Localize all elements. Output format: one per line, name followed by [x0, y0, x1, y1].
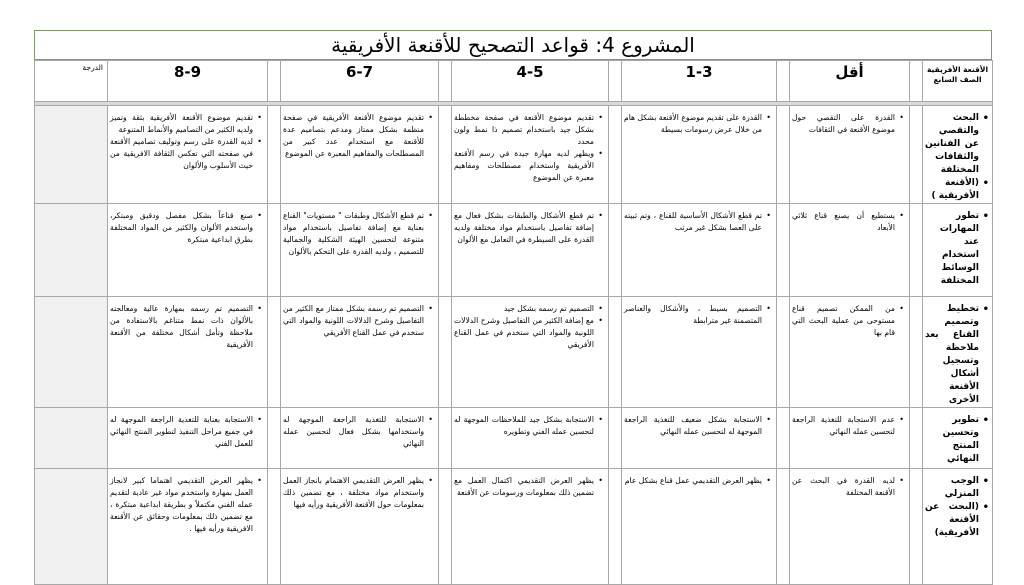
rubric-table	[34, 60, 993, 585]
gap-cell	[609, 408, 622, 469]
descriptor-item: • القدرة على التقصي حول موضوع الأقنعة في الثقافات	[792, 112, 895, 136]
descriptor-item: • القدرة على تقديم موضوع الأقنعة بشكل هام من خلال عرض رسومات بسيطة	[624, 112, 762, 136]
descriptor-cell	[790, 106, 910, 204]
descriptor-item: • التصميم تم رسمه بشكل جيد	[454, 303, 594, 315]
descriptor-cell	[281, 297, 439, 408]
gap-cell	[609, 106, 622, 204]
criterion-cell	[923, 204, 993, 297]
gap-cell	[910, 204, 923, 297]
gap-cell	[268, 469, 281, 585]
descriptor-item: • يستطيع أن يصنع قناع ثلاثي الأبعاد	[792, 210, 895, 234]
criterion-row	[35, 408, 993, 469]
gap-cell	[777, 408, 790, 469]
descriptor-cell	[790, 408, 910, 469]
descriptor-item: • التصميم تم رسمه بشكل ممتاز مع الكثير من التفاصيل وشرح الدلالات اللونية والمواد التي ستخدم في عمل القناع الأفريقي	[283, 303, 424, 339]
criterion-cell	[923, 106, 993, 204]
score-cell[interactable]	[35, 408, 108, 469]
descriptor-item: • لديه القدرة على رسم وتوليف تصاميم الأقنعة في صفحته التي تعكس الثقافة الافريقية من حيث الأسلوب والألوان	[110, 136, 253, 172]
criterion-text: • (البحث عن الأقنعة الأفريقية)	[925, 501, 979, 540]
gap-cell	[439, 297, 452, 408]
gap-cell	[439, 469, 452, 585]
gap-cell	[268, 408, 281, 469]
score-cell[interactable]	[35, 297, 108, 408]
criteria-header: الأقنعة الأفريقية الصف السابع	[923, 61, 993, 102]
score-cell[interactable]	[35, 106, 108, 204]
header-gap	[777, 61, 790, 102]
descriptor-cell	[108, 204, 268, 297]
descriptor-item: • الاستجابة بعناية للتغذية الراجعة الموجهة له في جميع مراحل التنفيذ لتطوير المنتج النهائي للعمل الفني	[110, 414, 253, 450]
gap-cell	[268, 204, 281, 297]
criterion-text: • (الأقنعة الأفريقية )	[925, 177, 979, 203]
gap-cell	[439, 408, 452, 469]
descriptor-cell	[281, 106, 439, 204]
descriptor-item: • تم قطع الأشكال والطبقات بشكل فعال مع إضافة تفاصيل باستخدام مواد مختلفة ولديه القدرة على السيطرة في التعامل مع الألوان	[454, 210, 594, 246]
criterion-cell	[923, 408, 993, 469]
descriptor-cell	[452, 469, 609, 585]
criterion-row	[35, 297, 993, 408]
descriptor-cell	[108, 297, 268, 408]
criterion-cell	[923, 469, 993, 585]
descriptor-item: • صنع قناعاً بشكل مفصل ودقيق ومبتكر، واستخدم الألوان والكثير من المواد المختلفة بطرق ابداعية مبتكرة	[110, 210, 253, 246]
descriptor-cell	[108, 408, 268, 469]
level-header-1-3: 1-3	[622, 61, 777, 102]
level-header-6-7: 6-7	[281, 61, 439, 102]
descriptor-item: • تم قطع الأشكال وطبقات " مستويات" القناع بعناية مع إضافة تفاصيل باستخدام مواد متنوعة لتحسين الهيئة الشكلية والجمالية للتصميم ، ولديه القدرة على التحكم بالألوان	[283, 210, 424, 258]
level-header-least: أقل	[790, 61, 910, 102]
descriptor-item: • تقديم موضوع الأقنعة الأفريقية في صفحة منظمة بشكل ممتاز ومدعم بتصاميم عدة للأقنعة مع استخدام عدد كبير من المصطلحات والمفاهيم المعبرة عن الموضوع	[283, 112, 424, 160]
descriptor-cell	[622, 204, 777, 297]
criterion-row	[35, 204, 993, 297]
score-header: الدرجة	[35, 61, 108, 102]
descriptor-cell	[281, 204, 439, 297]
descriptor-cell	[108, 469, 268, 585]
gap-cell	[910, 297, 923, 408]
descriptor-item: • التصميم بسيط ، والأشكال والعناصر المتصمنة غير مترابطة	[624, 303, 762, 327]
descriptor-cell	[452, 297, 609, 408]
criterion-text: • البحث والتقصي عن الفنانين والثقافات المختلفة	[925, 112, 979, 177]
gap-cell	[910, 106, 923, 204]
descriptor-cell	[790, 297, 910, 408]
descriptor-cell	[452, 106, 609, 204]
gap-cell	[777, 297, 790, 408]
gap-cell	[609, 297, 622, 408]
header-gap	[268, 61, 281, 102]
gap-cell	[439, 204, 452, 297]
descriptor-cell	[622, 469, 777, 585]
gap-cell	[609, 204, 622, 297]
descriptor-cell	[790, 204, 910, 297]
descriptor-item: • لديه القدرة في البحث عن الأقنعة المختلفة	[792, 475, 895, 499]
rubric-body	[35, 61, 993, 585]
criterion-row	[35, 469, 993, 585]
descriptor-item: • يظهر العرض التقديمي الاهتمام بانجاز العمل واستخدام مواد مختلفة ، مع تضمين ذلك بمعلومات حول الأقنعة الأفريقية ورأيه فيها	[283, 475, 424, 511]
gap-cell	[910, 408, 923, 469]
descriptor-item: • التصميم تم رسمه بمهارة عالية ومعالجته بالألوان ذات نمط متناغم بالاستفادة من ملاحظة وتأمل أشكال مختلفة من الأقنعة الأفريقية	[110, 303, 253, 351]
gap-cell	[777, 469, 790, 585]
descriptor-cell	[108, 106, 268, 204]
descriptor-item: • يظهر العرض التقديمي عمل قناع بشكل عام	[624, 475, 762, 487]
descriptor-item: • الاستجابة بشكل ضعيف للتغذية الراجعة الموجهة له لتحسين عمله النهائي	[624, 414, 762, 438]
level-header-4-5: 4-5	[452, 61, 609, 102]
descriptor-item: • تقديم موضوع الأقنعة في صفحة مخططة بشكل جيد باستخدام تصميم ذا نمط ولون محدد	[454, 112, 594, 148]
descriptor-item: • يظهر العرض التقديمي اكتمال العمل مع تضمين ذلك بمعلومات ورسومات عن الأقنعة	[454, 475, 594, 499]
descriptor-item: • من الممكن تصميم قناع مستوحى من عملية البحث التي قام بها	[792, 303, 895, 339]
header-gap	[439, 61, 452, 102]
header-gap	[910, 61, 923, 102]
level-header-8-9: 8-9	[108, 61, 268, 102]
score-cell[interactable]	[35, 204, 108, 297]
descriptor-item: • تقديم موضوع الأقنعة الأفريقية بثقة وتميز ولديه الكثير من التصاميم والأنماط المتنوعة	[110, 112, 253, 136]
descriptor-cell	[452, 408, 609, 469]
page-title: المشروع 4: قواعد التصحيح للأقنعة الأفريقية	[34, 30, 992, 60]
descriptor-item: • ويظهر لديه مهارة جيدة في رسم الأقنعة الأفريقية واستخدام مصطلحات ومفاهيم معبرة عن الموضوع	[454, 148, 594, 184]
descriptor-cell	[622, 297, 777, 408]
header-gap	[609, 61, 622, 102]
header-row	[35, 61, 993, 102]
criterion-text: • تطور المهارات عند استخدام الوسائط المختلفة	[925, 210, 979, 288]
gap-cell	[777, 204, 790, 297]
descriptor-item: • يظهر العرض التقديمي اهتماما كبير لانجاز العمل بمهارة واستخدم مواد غير عادية لتقديم عمله الفني مكتملاً و بطريقة ابداعية مبتكرة ، مع تضمين ذلك بمعلومات وحقائق عن الأقنعة الافريقية ورأيه فيها .	[110, 475, 253, 535]
descriptor-item: • مع إضافة الكثير من التفاصيل وشرح الدلالات اللونية والمواد التي ستخدم في عمل القناع الأفريقي	[454, 315, 594, 351]
descriptor-cell	[452, 204, 609, 297]
descriptor-item: • الاستجابة بشكل جيد للملاحظات الموجهة له لتحسين عمله الفني وتطويره	[454, 414, 594, 438]
gap-cell	[268, 297, 281, 408]
gap-cell	[910, 469, 923, 585]
criterion-cell	[923, 297, 993, 408]
descriptor-item: • تم قطع الأشكال الأساسية للقناع ، وتم ثبيته على العصا بشكل غير مرتب	[624, 210, 762, 234]
gap-cell	[777, 106, 790, 204]
criterion-text: • تخطيط وتصميم القناع بعد ملاحظة وتسجيل أشكال الأقنعة الأخرى	[925, 303, 979, 407]
descriptor-cell	[281, 469, 439, 585]
descriptor-item: • الاستجابة للتغذية الراجعة الموجهة له واستخدامها بشكل فعال لتحسين عمله النهائي	[283, 414, 424, 450]
criterion-text: • تطوير وتحسين المنتج النهائي	[925, 414, 979, 466]
descriptor-cell	[281, 408, 439, 469]
descriptor-cell	[622, 106, 777, 204]
descriptor-cell	[790, 469, 910, 585]
gap-cell	[268, 106, 281, 204]
score-cell[interactable]	[35, 469, 108, 585]
gap-cell	[439, 106, 452, 204]
descriptor-item: • عدم الاستجابة للتغذية الراجعة لتحسين عمله النهائي	[792, 414, 895, 438]
gap-cell	[609, 469, 622, 585]
criterion-row	[35, 106, 993, 204]
descriptor-cell	[622, 408, 777, 469]
criterion-text: • الوجب المنزلي	[925, 475, 979, 501]
